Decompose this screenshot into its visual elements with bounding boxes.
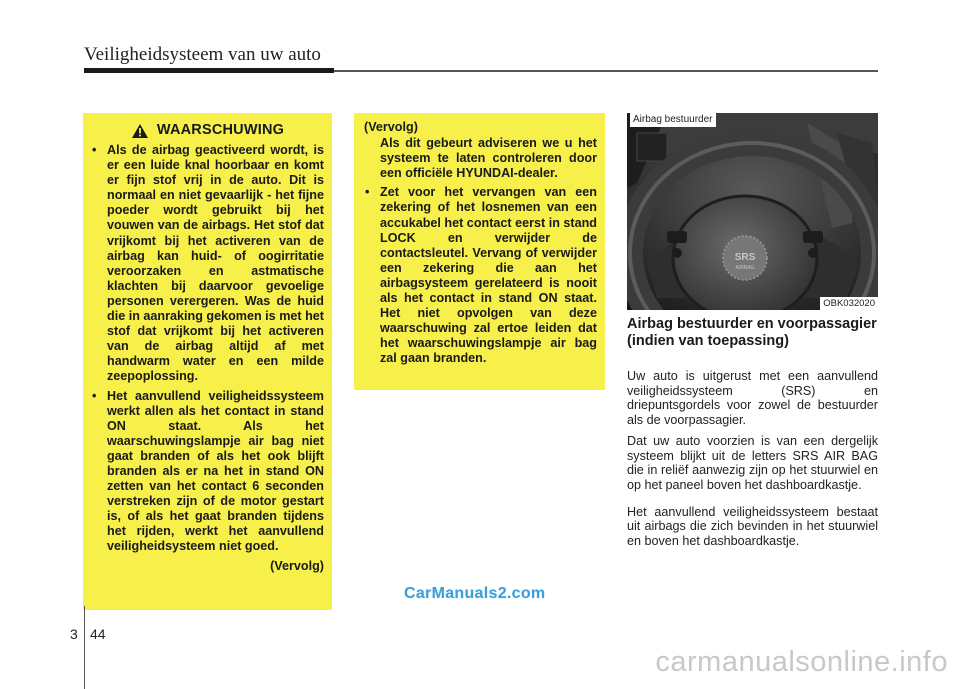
warning-bullets-1 <box>91 143 324 555</box>
section-heading: Airbag bestuurder en voorpassagier (indien van toepassing) <box>627 316 877 349</box>
continued-text: Als dit gebeurt adviseren we u het systeem te laten controleren door een officiële HYUNDAI-dealer. <box>380 136 597 181</box>
footer-divider <box>84 606 85 689</box>
body-paragraph: Uw auto is uitgerust met een aanvullend veiligheidssysteem (SRS) en driepuntsgordels voor zowel de bestuurder als de voorpassagier. <box>627 369 878 428</box>
figure-code: OBK032020 <box>820 297 878 310</box>
warning-title-row <box>91 123 324 139</box>
steering-wheel-photo <box>627 113 878 310</box>
site-watermark: carmanualsonline.info <box>655 646 948 678</box>
chapter-number: 3 <box>70 626 78 642</box>
carmanuals-watermark: CarManuals2.com <box>404 585 546 602</box>
airbag-emblem-text: AIRBAG <box>735 265 755 271</box>
continued-label: (Vervolg) <box>364 120 418 134</box>
page-header-title: Veiligheidsysteem van uw auto <box>84 44 321 65</box>
body-paragraph: Het aanvullend veiligheidssysteem bestaat uit airbags die zich bevinden in het stuurwiel en boven het dashboardkastje. <box>627 504 878 549</box>
warning-bullet: • Zet voor het vervangen van een zekering of het losnemen van een accukabel het contact eerst in stand LOCK en verwijder de contactsleutel. Vervang of verwijder een zekering die aan het airbagsysteem gerelateerd is nooit als het contact in stand ON staat. Het niet opvolgen van deze waarschuwing zal ertoe leiden dat het waarschuwingslampje air bag zal gaan branden. <box>364 185 597 366</box>
warning-triangle-icon <box>131 123 149 139</box>
header-rule-thick <box>84 68 334 73</box>
warning-bullet: • Als de airbag geactiveerd wordt, is er een luide knal hoorbaar en komt er fijn stof vrij in de auto. Dit is normaal en niet gevaarlijk - het fijne poeder wordt gebruikt bij het vouwen van de airbags. Het stof dat vrijkomt bij het activeren van de airbag kan huid- of oogirritatie veroorzaken en astmatische klachten bij daarvoor gevoelige personen verergeren. Was de huid die in aanraking gekomen is met het stof dat vrijkomt bij het activeren van de airbag altijd af met handwarm water en een milde zeepoplossing. <box>91 143 324 385</box>
warning-box-2 <box>354 113 605 390</box>
page-number: 44 <box>90 626 106 642</box>
warning-title: WAARSCHUWING <box>156 122 285 139</box>
body-paragraph: Dat uw auto voorzien is van een dergelijk systeem blijkt uit de letters SRS AIR BAG die in reliëf aanwezig zijn op het stuurwiel en op het paneel boven het dashboardkastje. <box>627 433 878 492</box>
warning-box-1 <box>83 113 332 610</box>
header-rule-thin <box>334 70 878 72</box>
figure-label: Airbag bestuurder <box>630 113 716 127</box>
steering-wheel-illustration <box>627 113 878 310</box>
continued-note: (Vervolg) <box>270 558 324 573</box>
section-body <box>627 369 878 555</box>
warning-bullets-2 <box>364 185 597 366</box>
warning-bullet: • Het aanvullend veiligheidssysteem werkt allen als het contact in stand ON staat. Als het waarschuwingslampje air bag niet gaat branden of als het ook blijft branden als er na het in stand ON zetten van het contact 6 seconden verstreken zijn of de motor gestart is, of als het gaat branden tijdens het rijden, werkt het aanvullend veiligheidsysteem niet goed. <box>91 389 324 555</box>
srs-emblem-text: SRS <box>734 252 756 263</box>
